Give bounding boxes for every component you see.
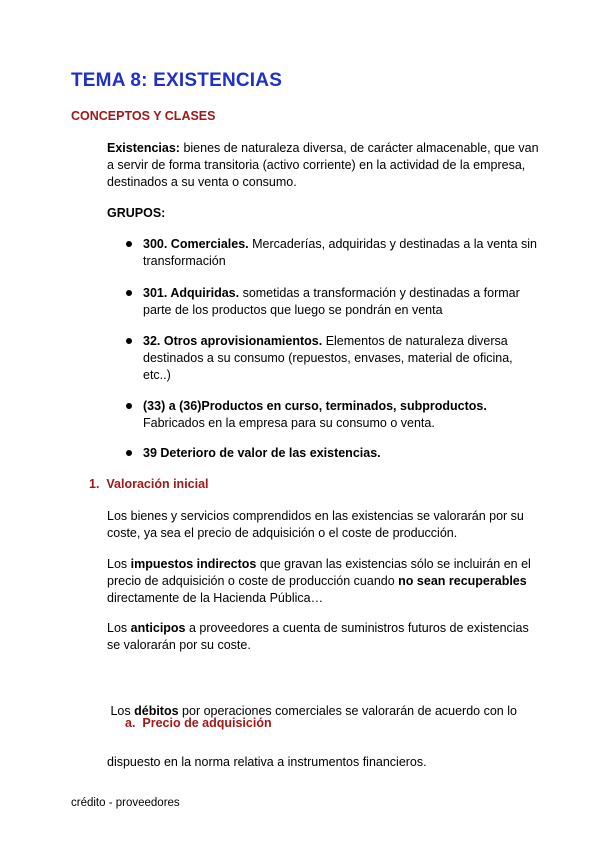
paragraph-text: directamente de la Hacienda Pública… bbox=[107, 591, 324, 605]
valuation-paragraph-2 bbox=[107, 556, 531, 607]
paragraph-text: Los bbox=[107, 704, 135, 718]
emphasis-text: débitos bbox=[134, 704, 179, 718]
subsection-heading bbox=[125, 716, 272, 730]
definition-line-3: destinados a su venta o consumo. bbox=[107, 175, 297, 189]
valuation-heading bbox=[89, 477, 209, 491]
paragraph-text: por operaciones comerciales se valorarán de acuerdo con lo bbox=[178, 704, 517, 718]
group-text: Mercaderías, adquiridas y destinadas a la venta sin bbox=[248, 237, 537, 251]
paragraph-line: coste, ya sea el precio de adquisición o el coste de producción. bbox=[107, 526, 458, 540]
groups-heading: GRUPOS: bbox=[107, 206, 166, 220]
emphasis-text: anticipos bbox=[130, 621, 186, 635]
bullet-icon bbox=[126, 450, 132, 456]
definition-paragraph bbox=[107, 140, 539, 191]
section-heading: CONCEPTOS Y CLASES bbox=[71, 109, 216, 123]
paragraph-text: dispuesto en la norma relativa a instrumentos financieros. bbox=[107, 755, 427, 769]
valuation-paragraph-3 bbox=[107, 620, 529, 654]
paragraph-text: a proveedores a cuenta de suministros futuros de existencias bbox=[185, 621, 529, 635]
paragraph-text: que gravan las existencias sólo se incluirán en el bbox=[256, 557, 531, 571]
group-code: 39 Deterioro de valor de las existencias. bbox=[143, 446, 381, 460]
group-text: Fabricados en la empresa para su consumo o venta. bbox=[143, 416, 435, 430]
group-code: (33) a (36)Productos en curso, terminados, subproductos. bbox=[143, 399, 487, 413]
valuation-number: 1. bbox=[89, 477, 100, 491]
group-text: etc..) bbox=[143, 368, 171, 382]
bullet-icon bbox=[126, 338, 132, 344]
paragraph-text: se valorarán por su coste. bbox=[107, 638, 251, 652]
group-text: transformación bbox=[143, 254, 226, 268]
group-text: destinados a su consumo (repuestos, envases, material de oficina, bbox=[143, 351, 513, 365]
group-code: 300. Comerciales. bbox=[143, 237, 249, 251]
definition-line-2: a servir de forma transitoria (activo corriente) en la actividad de la empresa, bbox=[107, 158, 526, 172]
group-text: Elementos de naturaleza diversa bbox=[322, 334, 508, 348]
paragraph-line: Los bienes y servicios comprendidos en las existencias se valorarán por su bbox=[107, 509, 524, 523]
bullet-icon bbox=[126, 403, 132, 409]
group-code: 301. Adquiridas. bbox=[143, 286, 240, 300]
valuation-paragraph-1 bbox=[107, 508, 524, 542]
page-title: TEMA 8: EXISTENCIAS bbox=[71, 70, 283, 91]
definition-line-1: bienes de naturaleza diversa, de carácter almacenable, que van bbox=[179, 141, 539, 155]
paragraph-text: Los bbox=[107, 557, 131, 571]
subsection-title: Precio de adquisición bbox=[142, 716, 272, 730]
subsection-letter: a. bbox=[125, 716, 136, 730]
group-code: 32. Otros aprovisionamientos. bbox=[143, 334, 323, 348]
valuation-title: Valoración inicial bbox=[106, 477, 209, 491]
group-text: sometidas a transformación y destinadas a formar bbox=[239, 286, 520, 300]
page-footer: crédito - proveedores bbox=[71, 797, 180, 809]
bullet-icon bbox=[126, 290, 132, 296]
group-text: parte de los productos que luego se pondrán en venta bbox=[143, 303, 443, 317]
paragraph-text: precio de adquisición o coste de producción cuando bbox=[107, 574, 399, 588]
bullet-icon bbox=[126, 241, 132, 247]
paragraph-text: Los bbox=[107, 621, 131, 635]
emphasis-text: no sean recuperables bbox=[398, 574, 527, 588]
definition-term: Existencias: bbox=[107, 141, 180, 155]
emphasis-text: impuestos indirectos bbox=[130, 557, 257, 571]
